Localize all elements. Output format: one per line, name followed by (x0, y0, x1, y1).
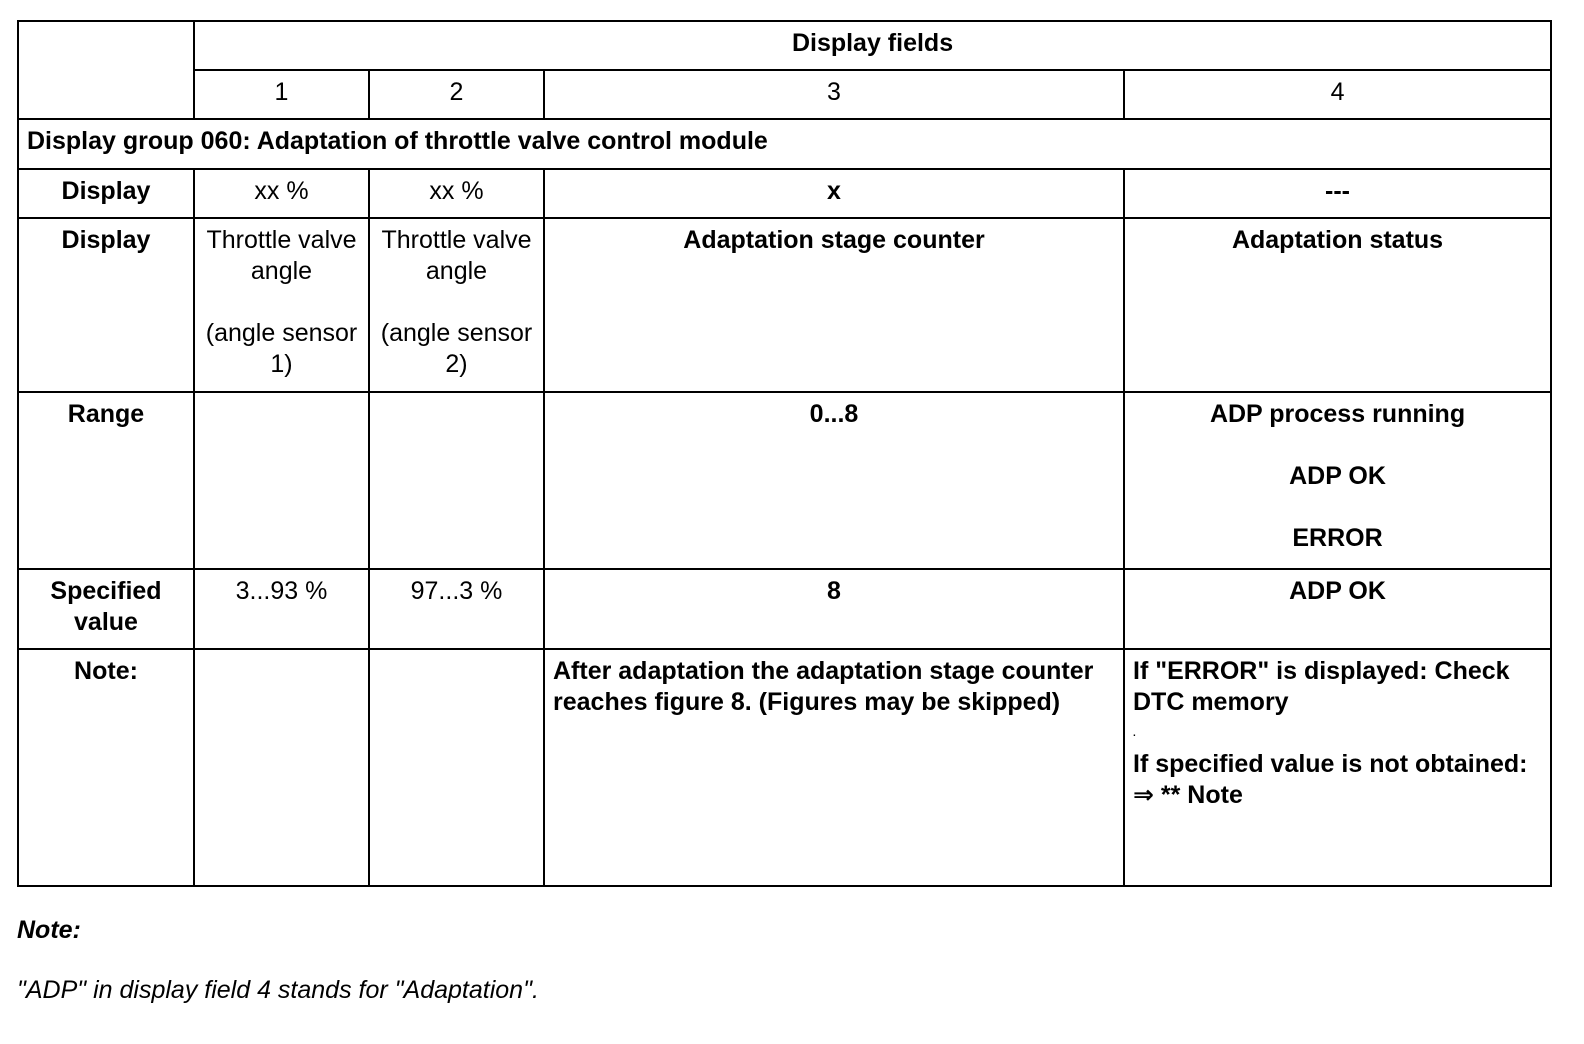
specified-value-4: ADP OK (1124, 569, 1551, 649)
field-number-1: 1 (194, 70, 369, 119)
meaning-cell-4: Adaptation status (1124, 218, 1551, 392)
row-label-specified: Specified value (18, 569, 194, 649)
range-cell-2 (369, 392, 544, 569)
display-value-4: --- (1124, 169, 1551, 218)
display-group-title: Display group 060: Adaptation of throttle valve control module (18, 119, 1551, 169)
meaning-cell-1 (194, 218, 369, 392)
corner-cell (18, 21, 194, 119)
field-number-3: 3 (544, 70, 1124, 119)
meaning-cell-3: Adaptation stage counter (544, 218, 1124, 392)
display-fields-header: Display fields (194, 21, 1551, 70)
meaning-1-sensor: (angle sensor 1) (205, 319, 358, 378)
range-cell-1 (194, 392, 369, 569)
field-number-2: 2 (369, 70, 544, 119)
display-value-2: xx % (369, 169, 544, 218)
range-value-error: ERROR (1292, 524, 1383, 552)
meaning-2-sensor: (angle sensor 2) (380, 319, 533, 378)
note-cell-2 (369, 649, 544, 886)
specified-value-1: 3...93 % (194, 569, 369, 649)
footnote-title: Note: (17, 916, 81, 944)
note-specified-instruction: If specified value is not obtained: ⇒ ** Note (1133, 750, 1528, 809)
meaning-1-name: Throttle valve angle (206, 226, 357, 285)
note-dot: . (1133, 728, 1136, 739)
meaning-2-name: Throttle valve angle (381, 226, 532, 285)
row-label-display-meaning: Display (18, 218, 194, 392)
field-number-4: 4 (1124, 70, 1551, 119)
row-label-display: Display (18, 169, 194, 218)
meaning-cell-2 (369, 218, 544, 392)
note-cell-4 (1124, 649, 1551, 886)
note-cell-1 (194, 649, 369, 886)
measured-values-table (17, 20, 1552, 887)
note-error-instruction: If "ERROR" is displayed: Check DTC memory (1133, 657, 1510, 716)
range-value-ok: ADP OK (1289, 462, 1386, 490)
footnote-text: "ADP" in display field 4 stands for "Adaptation". (17, 976, 539, 1004)
specified-value-2: 97...3 % (369, 569, 544, 649)
display-value-1: xx % (194, 169, 369, 218)
range-cell-4 (1124, 392, 1551, 569)
row-label-note: Note: (18, 649, 194, 886)
display-value-3: x (544, 169, 1124, 218)
row-label-range: Range (18, 392, 194, 569)
range-value-running: ADP process running (1209, 400, 1466, 428)
range-cell-3: 0...8 (544, 392, 1124, 569)
note-cell-3: After adaptation the adaptation stage counter reaches figure 8. (Figures may be skipped) (544, 649, 1124, 886)
specified-value-3: 8 (544, 569, 1124, 649)
